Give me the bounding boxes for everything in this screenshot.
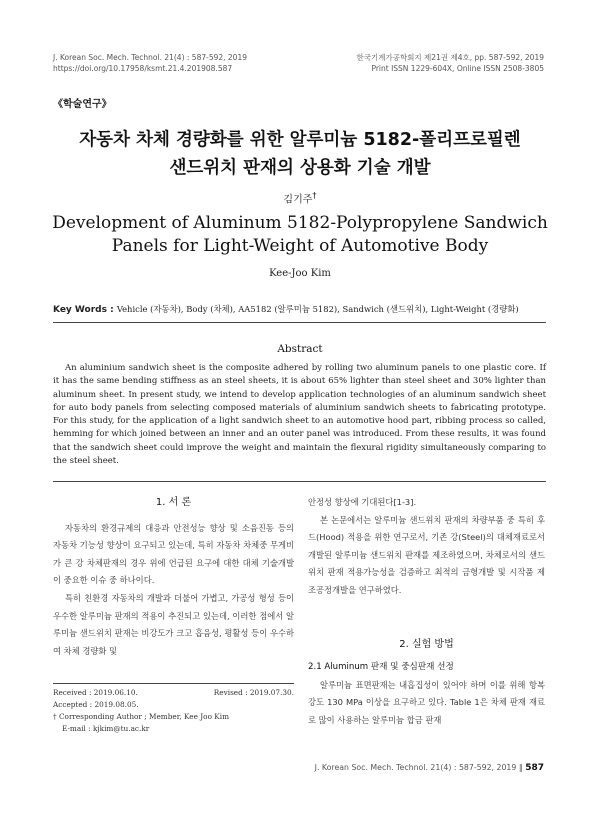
issn-line: Print ISSN 1229-604X, Online ISSN 2508-3805 xyxy=(371,64,544,73)
right-column xyxy=(308,494,545,730)
received-date: Received : 2019.06.10. xyxy=(53,688,138,697)
page-number: 587 xyxy=(525,763,544,773)
title-english-line1: Development of Aluminum 5182-Polypropylene Sandwich xyxy=(52,213,548,233)
footnote-rule xyxy=(53,683,294,684)
abstract-body: An aluminium sandwich sheet is the composite adhered by rolling two aluminum panels to one plastic core. If it has the same bending stiffness as an steel sheets, it is about 65% lighter than steel sheet and 30% lighter than aluminum sheet. In present study, we intend to develop application technologies of an aluminum sandwich sheet for auto body panels from selecting composed materials of aluminium sandwich sheets to fabricating prototype. For this study, for the application of a light sandwich sheet to an automotive hood part, ribbing process so called, hemming for which joined between an inner and an outer panel was introduced. From these results, it was found that the sandwich sheet could improve the weight and maintain the flexural rigidity simultaneously comparing to the steel sheet. xyxy=(53,363,546,467)
journal-citation: J. Korean Soc. Mech. Technol. 21(4) : 587-592, 2019 xyxy=(53,53,247,62)
right-paragraph-0: 안정성 향상에 기대된다[1-3]. xyxy=(308,497,417,507)
keywords xyxy=(53,303,546,315)
page-footer xyxy=(315,763,544,773)
author-english: Kee-Joo Kim xyxy=(269,268,331,279)
title-korean-line2: 샌드위치 판재의 상용화 기술 개발 xyxy=(169,158,431,178)
email[interactable]: E-mail : kjkim@tu.ac.kr xyxy=(62,724,150,733)
running-header-left xyxy=(53,52,247,74)
section-2-heading: 2. 실험 방법 xyxy=(399,638,454,650)
title-korean-line1: 자동차 차체 경량화를 위한 알루미늄 5182-폴리프로필렌 xyxy=(79,130,521,150)
running-header-right xyxy=(356,52,544,74)
article-category: 《학술연구》 xyxy=(53,99,112,110)
abstract-bottom-rule xyxy=(53,481,546,482)
revised-date: Revised : 2019.07.30. xyxy=(213,688,294,697)
keywords-label: Key Words : xyxy=(53,305,117,315)
footnotes xyxy=(53,687,294,735)
doi-link[interactable]: https://doi.org/10.17958/ksmt.21.4.201908.587 xyxy=(53,64,233,73)
author-korean-name: 김기주 xyxy=(283,194,313,206)
section-1-paragraph-2: 특히 친환경 자동차의 개발과 더불어 가볍고, 가공성 형성 등이 우수한 알루미늄 판재의 적용이 추진되고 있는데, 이러한 점에서 알루미늄 샌드위치 판재는 비강도가 크고 흡음성, 평활성 등이 우수하여 차체 경량화 및 xyxy=(53,592,294,656)
journal-citation-kr: 한국기계가공학회지 제21권 제4호, pp. 587-592, 2019 xyxy=(356,53,544,62)
abstract-top-rule xyxy=(53,322,546,323)
corresponding-mark: † xyxy=(312,190,317,200)
title-english xyxy=(0,212,600,258)
title-korean xyxy=(0,126,600,182)
author-korean xyxy=(0,190,600,205)
accepted-date: Accepted : 2019.08.05. xyxy=(53,700,139,709)
left-column xyxy=(53,494,294,660)
section-1-paragraph-1: 자동차의 환경규제의 대응과 안전성능 향상 및 소음진동 등의 자동차 기능성 향상이 요구되고 있는데, 특히 자동차 차체중 무게비가 큰 강 차체판재의 경우 위에 언급된 요구에 대한 대체 기술개발이 중요한 이슈 중 하나이다. xyxy=(53,522,294,586)
footer-citation: J. Korean Soc. Mech. Technol. 21(4) : 587-592, 2019 ‖ xyxy=(314,763,526,772)
section-1-heading: 1. 서 론 xyxy=(155,497,192,508)
right-paragraph-1: 본 논문에서는 알루미늄 샌드위치 판재의 차량부품 중 특히 후드(Hood) 적용을 위한 연구로서, 기존 강(Steel)의 대체재료로서 개발된 알루미늄 샌드위치 판재를 제조하였으며, 차체로서의 샌드위치 판재 적용가능성을 검증하고 최적의 금형개발 및 시작품 제조공정개발을 연구하였다. xyxy=(308,514,545,595)
right-paragraph-2: 알루미늄 표면판재는 내흡집성이 있어야 하며 이를 위해 항복강도 130 MPa 이상을 요구하고 있다. Table 1은 차체 판재 재료로 많이 사용하는 알루미늄 합금 판재 xyxy=(308,679,545,725)
section-2-1-heading: 2.1 Aluminum 판재 및 중심판재 선정 xyxy=(308,662,454,673)
title-english-line2: Panels for Light-Weight of Automotive Body xyxy=(111,236,489,256)
abstract-heading: Abstract xyxy=(277,343,323,355)
corresponding-author: † Corresponding Author ; Member, Kee Joo Kim xyxy=(53,712,229,721)
keywords-list: Vehicle (자동차), Body (차체), AA5182 (알루미늄 5182), Sandwich (샌드위치), Light-Weight (경량화) xyxy=(116,304,519,314)
